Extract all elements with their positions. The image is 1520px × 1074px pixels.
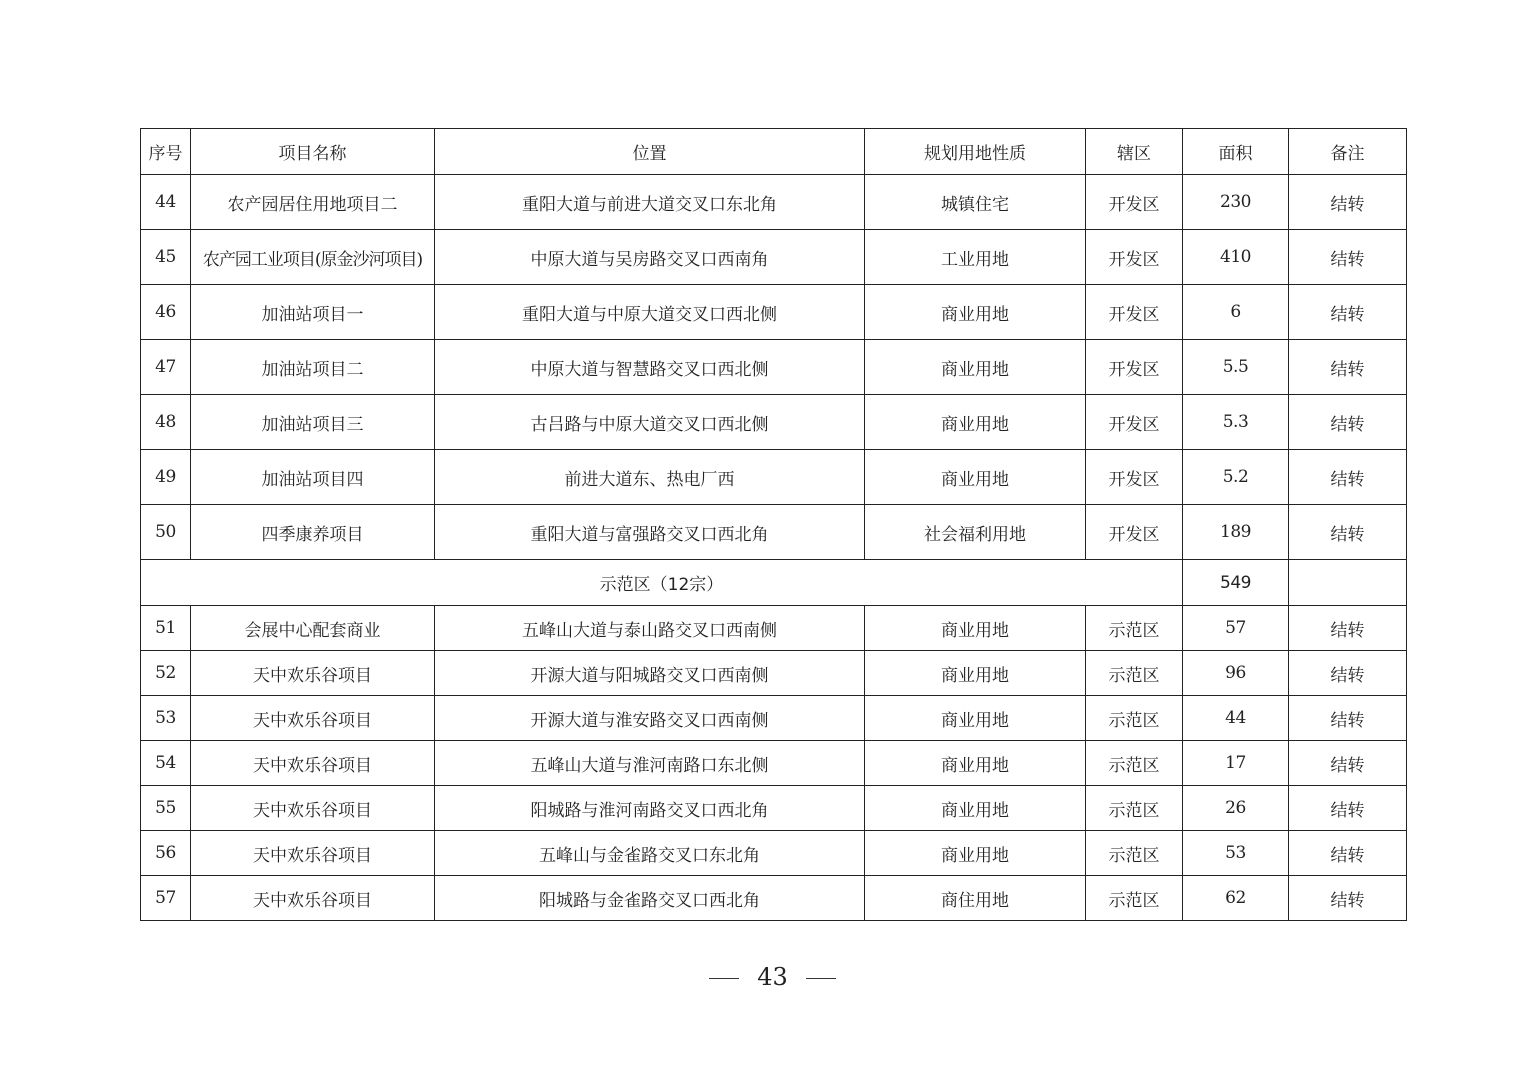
cell-land-use: 商业用地 — [865, 340, 1086, 395]
page-number: 43 — [757, 963, 788, 991]
cell-land-use: 商业用地 — [865, 606, 1086, 651]
cell-seq: 56 — [141, 831, 191, 876]
cell-remark: 结转 — [1289, 340, 1407, 395]
cell-seq: 54 — [141, 741, 191, 786]
cell-land-use: 商业用地 — [865, 651, 1086, 696]
header-remark: 备注 — [1289, 129, 1407, 175]
table-row — [141, 741, 1407, 786]
page-footer — [0, 963, 1520, 991]
cell-name: 农产园居住用地项目二 — [191, 175, 435, 230]
cell-land-use: 商业用地 — [865, 450, 1086, 505]
section-area-total: 549 — [1183, 560, 1289, 606]
table-row — [141, 831, 1407, 876]
cell-seq: 45 — [141, 230, 191, 285]
cell-location: 古吕路与中原大道交叉口西北侧 — [435, 395, 865, 450]
cell-location: 五峰山大道与泰山路交叉口西南侧 — [435, 606, 865, 651]
cell-area: 17 — [1183, 741, 1289, 786]
cell-remark: 结转 — [1289, 741, 1407, 786]
table-row — [141, 651, 1407, 696]
cell-seq: 51 — [141, 606, 191, 651]
cell-seq: 49 — [141, 450, 191, 505]
cell-name: 天中欢乐谷项目 — [191, 876, 435, 921]
cell-location: 重阳大道与前进大道交叉口东北角 — [435, 175, 865, 230]
cell-land-use: 商业用地 — [865, 285, 1086, 340]
table-row — [141, 450, 1407, 505]
cell-location: 重阳大道与富强路交叉口西北角 — [435, 505, 865, 560]
cell-remark: 结转 — [1289, 831, 1407, 876]
cell-location: 中原大道与智慧路交叉口西北侧 — [435, 340, 865, 395]
cell-remark: 结转 — [1289, 175, 1407, 230]
cell-district: 示范区 — [1086, 606, 1183, 651]
cell-seq: 48 — [141, 395, 191, 450]
cell-area: 62 — [1183, 876, 1289, 921]
cell-location: 前进大道东、热电厂西 — [435, 450, 865, 505]
cell-location: 阳城路与淮河南路交叉口西北角 — [435, 786, 865, 831]
cell-name: 天中欢乐谷项目 — [191, 786, 435, 831]
cell-remark: 结转 — [1289, 395, 1407, 450]
cell-seq: 46 — [141, 285, 191, 340]
cell-name: 天中欢乐谷项目 — [191, 696, 435, 741]
table-row — [141, 786, 1407, 831]
cell-area: 96 — [1183, 651, 1289, 696]
cell-location: 开源大道与阳城路交叉口西南侧 — [435, 651, 865, 696]
cell-name: 会展中心配套商业 — [191, 606, 435, 651]
header-land-use: 规划用地性质 — [865, 129, 1086, 175]
cell-land-use: 商业用地 — [865, 831, 1086, 876]
section-label: 示范区（12宗） — [141, 560, 1183, 606]
table-row — [141, 505, 1407, 560]
cell-area: 5.3 — [1183, 395, 1289, 450]
cell-land-use: 商业用地 — [865, 395, 1086, 450]
cell-district: 开发区 — [1086, 450, 1183, 505]
cell-land-use: 社会福利用地 — [865, 505, 1086, 560]
cell-area: 6 — [1183, 285, 1289, 340]
cell-land-use: 商业用地 — [865, 786, 1086, 831]
cell-remark: 结转 — [1289, 230, 1407, 285]
cell-name: 加油站项目四 — [191, 450, 435, 505]
cell-land-use: 商业用地 — [865, 696, 1086, 741]
header-seq: 序号 — [141, 129, 191, 175]
cell-area: 230 — [1183, 175, 1289, 230]
table-row — [141, 876, 1407, 921]
header-name: 项目名称 — [191, 129, 435, 175]
cell-district: 示范区 — [1086, 876, 1183, 921]
cell-area: 410 — [1183, 230, 1289, 285]
cell-district: 开发区 — [1086, 340, 1183, 395]
cell-name: 天中欢乐谷项目 — [191, 831, 435, 876]
cell-area: 189 — [1183, 505, 1289, 560]
cell-seq: 55 — [141, 786, 191, 831]
cell-district: 开发区 — [1086, 230, 1183, 285]
land-project-table — [140, 128, 1407, 921]
cell-area: 5.2 — [1183, 450, 1289, 505]
cell-seq: 57 — [141, 876, 191, 921]
cell-district: 开发区 — [1086, 285, 1183, 340]
cell-area: 44 — [1183, 696, 1289, 741]
table-row — [141, 285, 1407, 340]
cell-location: 五峰山大道与淮河南路口东北侧 — [435, 741, 865, 786]
cell-land-use: 商业用地 — [865, 741, 1086, 786]
cell-district: 开发区 — [1086, 505, 1183, 560]
cell-seq: 44 — [141, 175, 191, 230]
cell-remark: 结转 — [1289, 696, 1407, 741]
cell-remark: 结转 — [1289, 876, 1407, 921]
cell-remark: 结转 — [1289, 285, 1407, 340]
cell-district: 示范区 — [1086, 696, 1183, 741]
cell-name: 天中欢乐谷项目 — [191, 741, 435, 786]
cell-area: 57 — [1183, 606, 1289, 651]
cell-seq: 50 — [141, 505, 191, 560]
cell-seq: 53 — [141, 696, 191, 741]
cell-location: 重阳大道与中原大道交叉口西北侧 — [435, 285, 865, 340]
header-district: 辖区 — [1086, 129, 1183, 175]
cell-location: 五峰山与金雀路交叉口东北角 — [435, 831, 865, 876]
cell-location: 阳城路与金雀路交叉口西北角 — [435, 876, 865, 921]
cell-location: 开源大道与淮安路交叉口西南侧 — [435, 696, 865, 741]
cell-remark: 结转 — [1289, 651, 1407, 696]
cell-area: 5.5 — [1183, 340, 1289, 395]
cell-seq: 52 — [141, 651, 191, 696]
cell-remark: 结转 — [1289, 450, 1407, 505]
cell-name: 天中欢乐谷项目 — [191, 651, 435, 696]
section-remark — [1289, 560, 1407, 606]
table-row — [141, 606, 1407, 651]
cell-name: 加油站项目三 — [191, 395, 435, 450]
table-row — [141, 696, 1407, 741]
cell-name: 农产园工业项目(原金沙河项目) — [191, 230, 435, 285]
cell-location: 中原大道与吴房路交叉口西南角 — [435, 230, 865, 285]
cell-district: 开发区 — [1086, 395, 1183, 450]
cell-name: 加油站项目二 — [191, 340, 435, 395]
cell-seq: 47 — [141, 340, 191, 395]
table-row — [141, 340, 1407, 395]
right-dash — [806, 978, 836, 979]
table-header — [141, 129, 1407, 175]
cell-district: 开发区 — [1086, 175, 1183, 230]
cell-name: 四季康养项目 — [191, 505, 435, 560]
left-dash — [709, 978, 739, 979]
table-row — [141, 395, 1407, 450]
cell-district: 示范区 — [1086, 741, 1183, 786]
table-body — [141, 175, 1407, 921]
table-row — [141, 230, 1407, 285]
cell-land-use: 商住用地 — [865, 876, 1086, 921]
cell-remark: 结转 — [1289, 606, 1407, 651]
cell-land-use: 城镇住宅 — [865, 175, 1086, 230]
cell-remark: 结转 — [1289, 786, 1407, 831]
section-row — [141, 560, 1407, 606]
cell-land-use: 工业用地 — [865, 230, 1086, 285]
cell-remark: 结转 — [1289, 505, 1407, 560]
table-row — [141, 175, 1407, 230]
cell-area: 26 — [1183, 786, 1289, 831]
cell-district: 示范区 — [1086, 651, 1183, 696]
header-location: 位置 — [435, 129, 865, 175]
header-area: 面积 — [1183, 129, 1289, 175]
cell-area: 53 — [1183, 831, 1289, 876]
cell-name: 加油站项目一 — [191, 285, 435, 340]
cell-district: 示范区 — [1086, 831, 1183, 876]
cell-district: 示范区 — [1086, 786, 1183, 831]
